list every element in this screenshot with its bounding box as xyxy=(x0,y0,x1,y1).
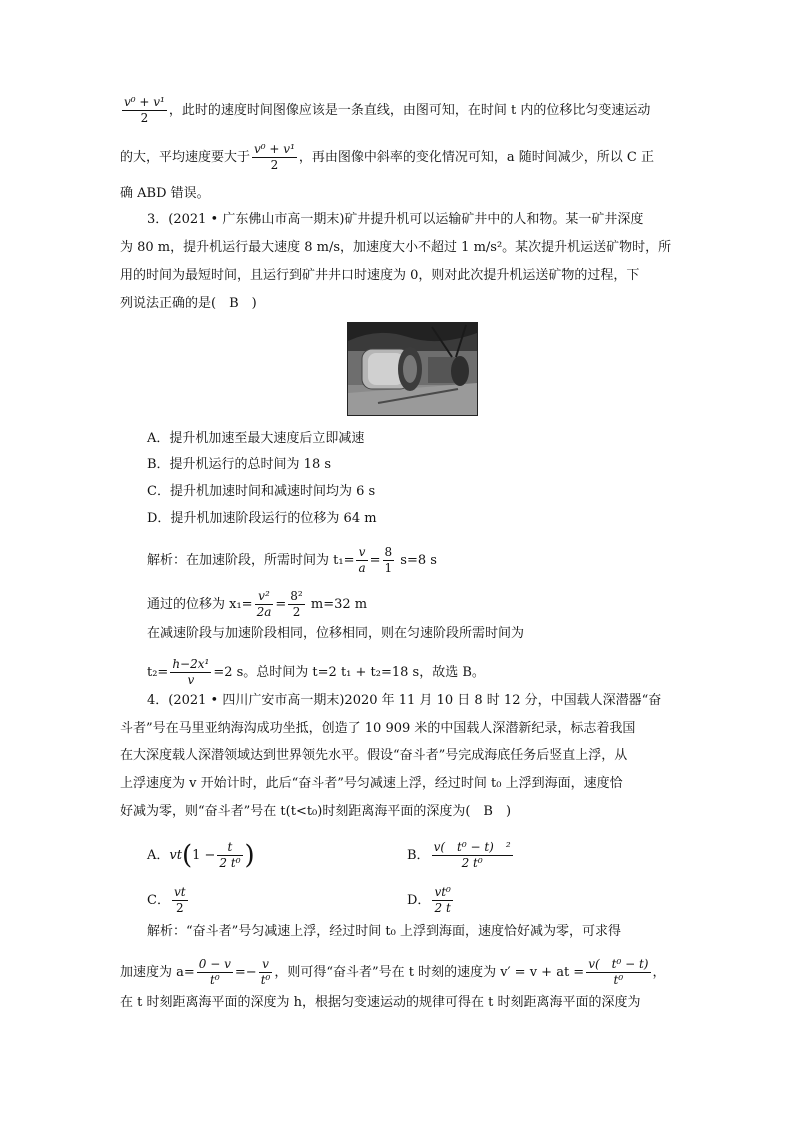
mine-hoist-photo xyxy=(347,322,478,416)
q3-stem-line1: 3．(2021 • 广东佛山市高一期末)矿井提升机可以运输矿井中的人和物。某一矿井深度 xyxy=(147,212,644,227)
para1-line1: $\frac{\text{v⁰ + v¹}}{2}$ ，此时的速度时间图像应该是一条直线，由图可知，在时间 t 内的位移比匀变速运动 xyxy=(124,95,651,125)
q4-option-a: A．vt(1 − $\frac{t}{\text{2 t⁰}}$ ) xyxy=(147,840,255,871)
q3-option-c: C．提升机加速时间和减速时间均为 6 s xyxy=(147,484,376,499)
q3-solution-line4: t₂= $\frac{\text{h−2x¹}}{v}$ =2 s。总时间为 t=2 t₁ + t₂=18 s，故选 B。 xyxy=(147,657,485,687)
para1-line2: 的大，平均速度要大于 $\frac{\text{v⁰ + v¹}}{2}$ ，再由图像中斜率的变化情况可知，a 随时间减少，所以 C 正 xyxy=(120,142,654,172)
q4-stem-line1: 4．(2021 • 四川广安市高一期末)2020 年 11 月 10 日 8 时 12 分，中国载人深潜器“奋 xyxy=(147,693,662,708)
q4-stem-line2: 斗者”号在马里亚纳海沟成功坐抵，创造了 10 909 米的中国载人深潜新纪录，标志着我国 xyxy=(120,721,636,736)
avg-velocity-fraction-2: $\frac{\text{v⁰ + v¹}}{2}$ xyxy=(254,142,295,172)
q4-option-d: D． $\frac{\text{vt⁰}}{2 t}$ xyxy=(407,885,451,915)
q3-solution-line2: 通过的位移为 x₁= $\frac{\text{v²}}{2a}$ = $\frac{\text{8²}}{2}$ m=32 m xyxy=(147,589,368,619)
q4-stem-line5: 好减为零，则“奋斗者”号在 t(t<t₀)时刻距离海平面的深度为( B ) xyxy=(120,804,512,819)
q3-stem-line3: 用的时间为最短时间，且运行到矿井井口时速度为 0，则对此次提升机运送矿物的过程，下 xyxy=(120,268,640,283)
q3-option-a: A．提升机加速至最大速度后立即减速 xyxy=(147,431,365,446)
q3-option-d: D．提升机加速阶段运行的位移为 64 m xyxy=(147,511,377,526)
q4-stem-line3: 在大深度载人深潜领域达到世界领先水平。假设“奋斗者”号完成海底任务后竖直上浮，从 xyxy=(120,748,628,763)
q3-stem-line2: 为 80 m，提升机运行最大速度 8 m/s，加速度大小不超过 1 m/s²。某次提升机运送矿物时，所 xyxy=(120,240,672,255)
q4-option-c: C． $\frac{vt}{2}$ xyxy=(147,885,186,915)
q3-solution-line3: 在减速阶段与加速阶段相同，位移相同，则在匀速阶段所需时间为 xyxy=(147,626,525,641)
q4-stem-line4: 上浮速度为 v 开始计时，此后“奋斗者”号匀减速上浮，经过时间 t₀ 上浮到海面，速度恰 xyxy=(120,776,623,791)
avg-velocity-fraction: $\frac{\text{v⁰ + v¹}}{2}$ xyxy=(124,95,165,125)
q4-solution-line1: 解析：“奋斗者”号匀减速上浮，经过时间 t₀ 上浮到海面，速度恰好减为零，可求得 xyxy=(147,924,621,939)
para1-line3: 确 ABD 错误。 xyxy=(120,186,210,201)
q3-option-b: B．提升机运行的总时间为 18 s xyxy=(147,457,332,472)
q3-stem-line4: 列说法正确的是( B ) xyxy=(120,296,257,311)
q4-option-b: B． $\frac{\text{v( t⁰ − t) ²}}{\text{2 t⁰}}$ xyxy=(407,840,511,870)
q4-solution-line2: 加速度为 a= $\frac{0 - v}{\text{t⁰}}$ =− $\frac{v}{\text{t⁰}}$ ，则可得“奋斗者”号在 t 时刻的速度为 v′ = v + at = $\frac{\text{v( t⁰ − t)}}{\text{t⁰}}$ ， xyxy=(120,957,666,987)
q3-solution-line1: 解析：在加速阶段，所需时间为 t₁= $\frac{v}{a}$ = $\frac{8}{1}$ s=8 s xyxy=(147,545,437,575)
q4-solution-line3: 在 t 时刻距离海平面的深度为 h，根据匀变速运动的规律可得在 t 时刻距离海平面的深度为 xyxy=(120,995,641,1010)
